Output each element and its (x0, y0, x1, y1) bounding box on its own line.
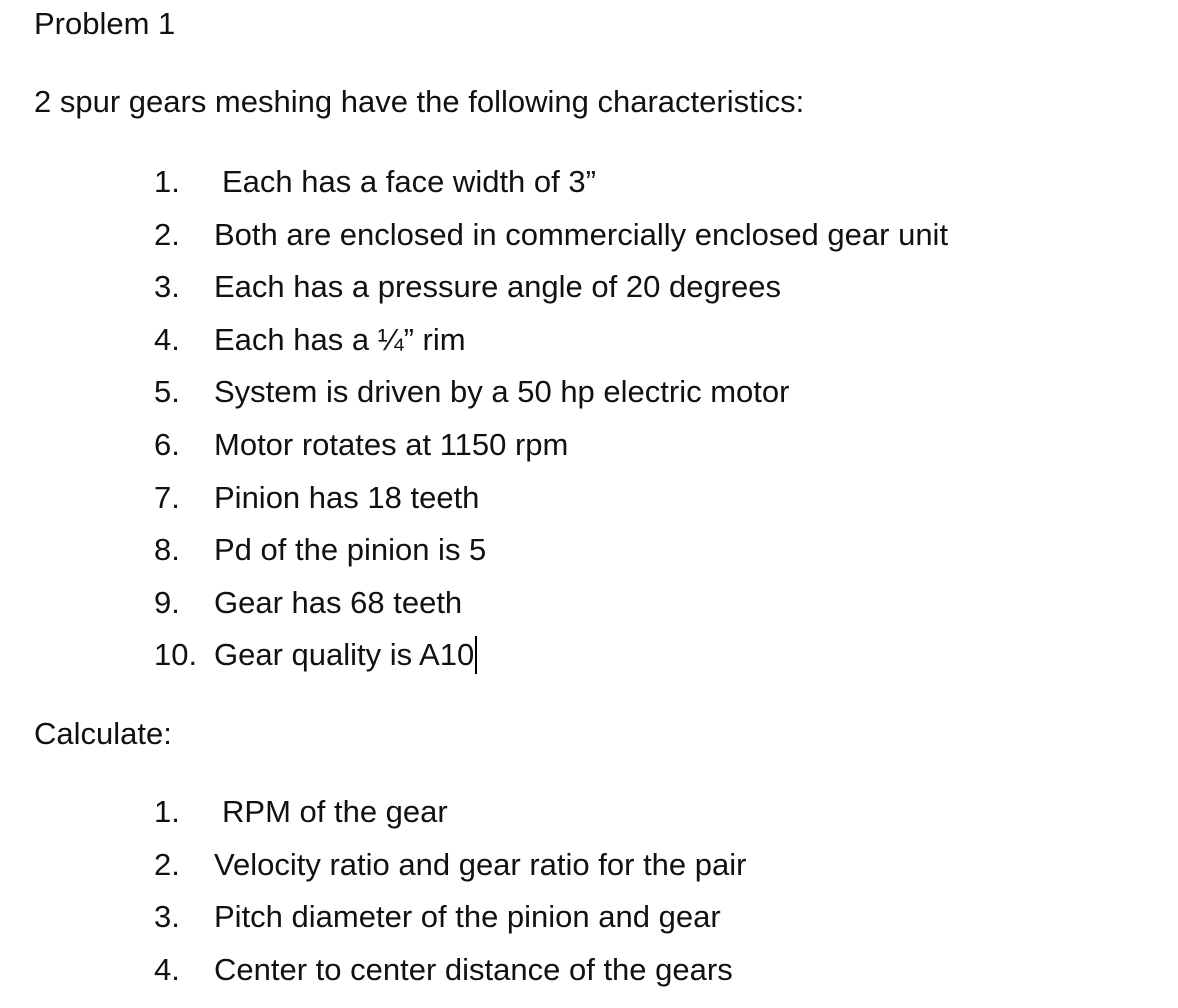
list-item-text: Gear has 68 teeth (214, 584, 463, 620)
list-number: 9. (154, 584, 180, 620)
problem-title: Problem 1 (34, 6, 176, 41)
list-item (154, 583, 948, 636)
list-item (154, 635, 948, 688)
list-item-text: RPM of the gear (222, 794, 448, 829)
text-cursor (475, 636, 477, 674)
list-item-text: Pitch diameter of the pinion and gear (214, 899, 721, 935)
list-item (154, 845, 746, 898)
list-number: 2. (154, 846, 180, 882)
list-item (154, 215, 948, 268)
list-item-text: Center to center distance of the gears (214, 951, 733, 987)
list-item (154, 320, 948, 373)
list-item-text: System is driven by a 50 hp electric motor (214, 374, 790, 410)
list-item (154, 162, 948, 215)
list-item-text: Motor rotates at 1150 rpm (214, 426, 569, 462)
list-item (154, 897, 746, 950)
list-item-text: Pinion has 18 teeth (214, 479, 480, 515)
intro-text: 2 spur gears meshing have the following characteristics: (34, 84, 805, 119)
list-number: 5. (154, 374, 180, 410)
list-item-text: Both are enclosed in commercially enclosed gear unit (214, 216, 949, 252)
list-item (154, 792, 746, 845)
list-item-text: Pd of the pinion is 5 (214, 532, 487, 568)
list-number: 8. (154, 532, 180, 568)
tasks-list (154, 792, 746, 1002)
list-number: 2. (154, 216, 180, 252)
calculate-label: Calculate: (34, 716, 172, 751)
list-number: 1. (154, 794, 180, 829)
list-item (154, 372, 948, 425)
list-number: 4. (154, 321, 180, 357)
list-item-text: Velocity ratio and gear ratio for the pair (214, 846, 747, 882)
list-item-text: Gear quality is A10 (214, 637, 475, 673)
list-item (154, 950, 746, 1003)
characteristics-list (154, 162, 948, 688)
list-number: 10. (154, 637, 198, 673)
list-item (154, 267, 948, 320)
list-number: 1. (154, 164, 180, 199)
list-number: 7. (154, 479, 180, 515)
list-number: 3. (154, 899, 180, 935)
list-item (154, 425, 948, 478)
list-item-text: Each has a pressure angle of 20 degrees (214, 269, 781, 305)
list-number: 6. (154, 426, 180, 462)
list-item-text: Each has a face width of 3” (222, 164, 596, 199)
list-item (154, 530, 948, 583)
list-item (154, 478, 948, 531)
list-number: 4. (154, 951, 180, 987)
list-item-text: Each has a ¼” rim (214, 321, 466, 357)
list-number: 3. (154, 269, 180, 305)
